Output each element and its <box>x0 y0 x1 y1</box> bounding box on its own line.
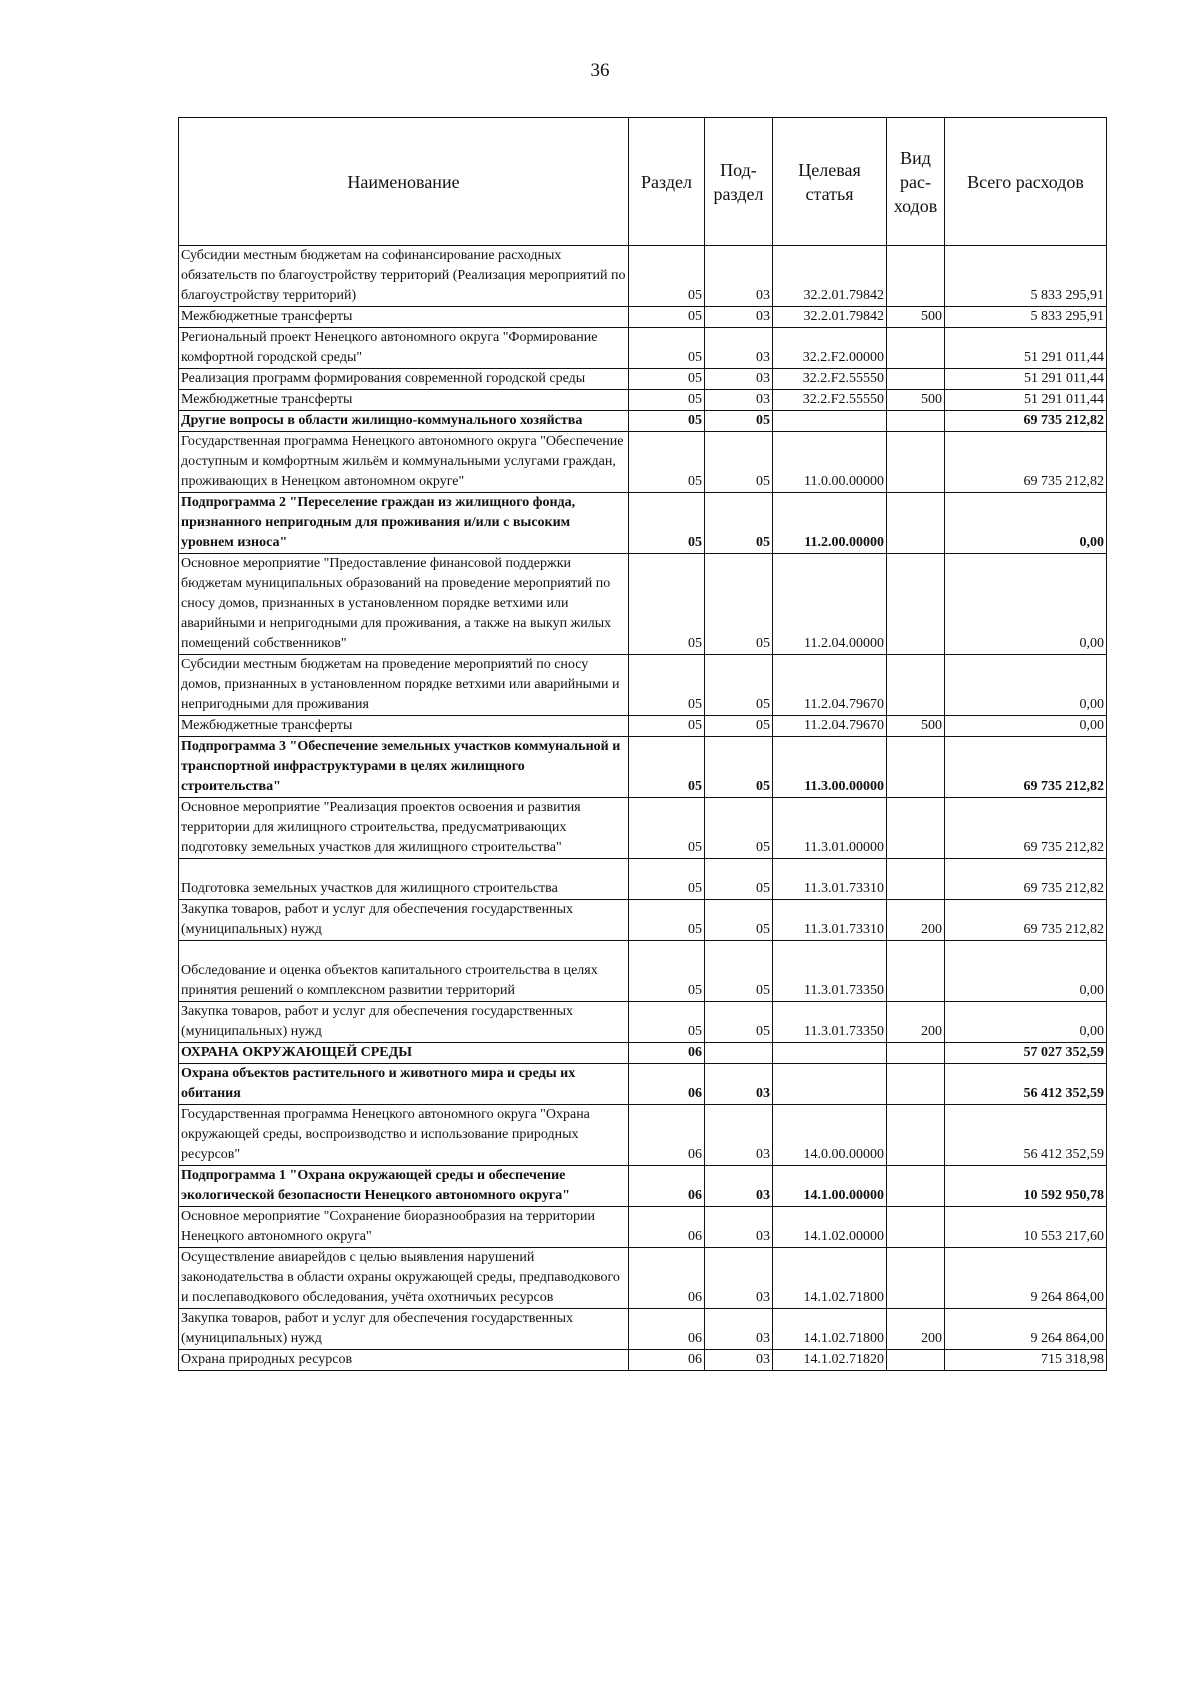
row-article: 14.1.02.71820 <box>773 1350 887 1371</box>
page-number: 36 <box>590 60 610 81</box>
row-expense-type: 500 <box>887 307 945 328</box>
row-article: 11.3.00.00000 <box>773 737 887 798</box>
table-row <box>179 1207 1107 1248</box>
row-section: 05 <box>629 411 705 432</box>
table-row <box>179 411 1107 432</box>
row-article: 11.2.04.79670 <box>773 716 887 737</box>
row-subsection: 03 <box>705 1105 773 1166</box>
row-section: 05 <box>629 1002 705 1043</box>
row-name: Межбюджетные трансферты <box>179 390 629 411</box>
row-article <box>773 1043 887 1064</box>
row-total: 51 291 011,44 <box>945 328 1107 369</box>
row-name: Государственная программа Ненецкого автономного округа "Охрана окружающей среды, воспроизводство и использование природных ресурсов" <box>179 1105 629 1166</box>
row-expense-type <box>887 328 945 369</box>
row-section: 05 <box>629 941 705 1002</box>
row-name: Субсидии местным бюджетам на проведение мероприятий по сносу домов, признанных в установленном порядке ветхими или аварийными и непригодными для проживания <box>179 655 629 716</box>
row-section: 06 <box>629 1166 705 1207</box>
row-expense-type <box>887 1166 945 1207</box>
row-subsection: 03 <box>705 1166 773 1207</box>
row-article: 14.1.00.00000 <box>773 1166 887 1207</box>
row-expense-type <box>887 798 945 859</box>
row-total: 5 833 295,91 <box>945 307 1107 328</box>
row-subsection: 05 <box>705 798 773 859</box>
row-article: 11.2.04.79670 <box>773 655 887 716</box>
row-expense-type <box>887 1207 945 1248</box>
row-subsection: 05 <box>705 1002 773 1043</box>
row-article: 14.1.02.71800 <box>773 1309 887 1350</box>
row-name: Подпрограмма 2 "Переселение граждан из жилищного фонда, признанного непригодным для проживания и/или с высоким уровнем износа" <box>179 493 629 554</box>
row-total: 0,00 <box>945 1002 1107 1043</box>
row-article: 32.2.01.79842 <box>773 307 887 328</box>
row-subsection <box>705 1043 773 1064</box>
row-total: 69 735 212,82 <box>945 798 1107 859</box>
row-total: 0,00 <box>945 655 1107 716</box>
row-expense-type <box>887 432 945 493</box>
table-row <box>179 1064 1107 1105</box>
header-row <box>179 118 1107 246</box>
row-name: Закупка товаров, работ и услуг для обеспечения государственных (муниципальных) нужд <box>179 900 629 941</box>
table-row <box>179 1166 1107 1207</box>
row-name: Основное мероприятие "Сохранение биоразнообразия на территории Ненецкого автономного округа" <box>179 1207 629 1248</box>
row-subsection: 05 <box>705 716 773 737</box>
row-total: 0,00 <box>945 941 1107 1002</box>
row-section: 05 <box>629 390 705 411</box>
row-subsection: 05 <box>705 432 773 493</box>
row-article: 32.2.F2.00000 <box>773 328 887 369</box>
table-row <box>179 1043 1107 1064</box>
table-row <box>179 737 1107 798</box>
row-expense-type <box>887 1105 945 1166</box>
row-article: 11.2.04.00000 <box>773 554 887 655</box>
row-subsection: 03 <box>705 328 773 369</box>
row-name: Охрана объектов растительного и животного мира и среды их обитания <box>179 1064 629 1105</box>
row-expense-type <box>887 554 945 655</box>
row-total: 5 833 295,91 <box>945 246 1107 307</box>
row-total: 715 318,98 <box>945 1350 1107 1371</box>
row-name: Подпрограмма 3 "Обеспечение земельных участков коммунальной и транспортной инфраструктурами в целях жилищного строительства" <box>179 737 629 798</box>
row-section: 06 <box>629 1043 705 1064</box>
row-name: Межбюджетные трансферты <box>179 716 629 737</box>
row-name: Региональный проект Ненецкого автономного округа "Формирование комфортной городской среды" <box>179 328 629 369</box>
row-subsection: 05 <box>705 941 773 1002</box>
row-article: 14.0.00.00000 <box>773 1105 887 1166</box>
row-name: Другие вопросы в области жилищно-коммунального хозяйства <box>179 411 629 432</box>
budget-table <box>178 117 1107 1371</box>
row-total: 10 553 217,60 <box>945 1207 1107 1248</box>
row-name: Субсидии местным бюджетам на софинансирование расходных обязательств по благоустройству территорий (Реализация мероприятий по благоустройству территорий) <box>179 246 629 307</box>
row-expense-type <box>887 859 945 900</box>
row-subsection: 03 <box>705 1207 773 1248</box>
row-subsection: 05 <box>705 493 773 554</box>
table-row <box>179 369 1107 390</box>
row-section: 06 <box>629 1309 705 1350</box>
table-row <box>179 716 1107 737</box>
table-row <box>179 941 1107 1002</box>
row-section: 05 <box>629 655 705 716</box>
row-section: 05 <box>629 737 705 798</box>
row-section: 06 <box>629 1207 705 1248</box>
row-article: 11.3.01.73310 <box>773 900 887 941</box>
row-section: 05 <box>629 716 705 737</box>
row-subsection: 05 <box>705 411 773 432</box>
row-total: 10 592 950,78 <box>945 1166 1107 1207</box>
row-total: 56 412 352,59 <box>945 1064 1107 1105</box>
row-total: 69 735 212,82 <box>945 411 1107 432</box>
row-total: 51 291 011,44 <box>945 369 1107 390</box>
row-section: 05 <box>629 369 705 390</box>
row-expense-type: 200 <box>887 1309 945 1350</box>
row-expense-type <box>887 941 945 1002</box>
row-expense-type: 500 <box>887 716 945 737</box>
row-expense-type <box>887 1043 945 1064</box>
row-total: 57 027 352,59 <box>945 1043 1107 1064</box>
row-expense-type <box>887 493 945 554</box>
row-name: Закупка товаров, работ и услуг для обеспечения государственных (муниципальных) нужд <box>179 1002 629 1043</box>
row-expense-type <box>887 1350 945 1371</box>
row-name: Государственная программа Ненецкого автономного округа "Обеспечение доступным и комфортным жильём и коммунальными услугами граждан, проживающих в Ненецком автономном округе" <box>179 432 629 493</box>
row-section: 05 <box>629 798 705 859</box>
header-section: Раздел <box>629 118 705 246</box>
row-expense-type: 500 <box>887 390 945 411</box>
row-section: 05 <box>629 432 705 493</box>
row-name: Межбюджетные трансферты <box>179 307 629 328</box>
row-expense-type: 200 <box>887 900 945 941</box>
row-name: Основное мероприятие "Предоставление финансовой поддержки бюджетам муниципальных образований на проведение мероприятий по сносу домов, признанных в установленном порядке ветхими или аварийными и непригодными для проживания, а также на выкуп жилых помещений собственников" <box>179 554 629 655</box>
header-article: Целевая статья <box>773 118 887 246</box>
row-total: 9 264 864,00 <box>945 1248 1107 1309</box>
row-subsection: 03 <box>705 1309 773 1350</box>
table-row <box>179 432 1107 493</box>
row-section: 06 <box>629 1248 705 1309</box>
row-total: 69 735 212,82 <box>945 737 1107 798</box>
row-article: 11.3.01.00000 <box>773 798 887 859</box>
table-row <box>179 554 1107 655</box>
row-name: Реализация программ формирования современной городской среды <box>179 369 629 390</box>
row-section: 05 <box>629 554 705 655</box>
row-article: 11.3.01.73310 <box>773 859 887 900</box>
row-name: Подготовка земельных участков для жилищного строительства <box>179 859 629 900</box>
row-article: 11.0.00.00000 <box>773 432 887 493</box>
row-article: 11.3.01.73350 <box>773 941 887 1002</box>
row-total: 56 412 352,59 <box>945 1105 1107 1166</box>
table-row <box>179 1105 1107 1166</box>
row-total: 9 264 864,00 <box>945 1309 1107 1350</box>
table-row <box>179 328 1107 369</box>
table-body <box>179 246 1107 1371</box>
table-row <box>179 390 1107 411</box>
row-section: 05 <box>629 246 705 307</box>
table-row <box>179 1248 1107 1309</box>
row-expense-type <box>887 1064 945 1105</box>
row-section: 05 <box>629 493 705 554</box>
row-subsection: 03 <box>705 390 773 411</box>
row-section: 06 <box>629 1064 705 1105</box>
row-total: 69 735 212,82 <box>945 432 1107 493</box>
row-subsection: 05 <box>705 554 773 655</box>
row-section: 06 <box>629 1350 705 1371</box>
table-row <box>179 493 1107 554</box>
row-expense-type <box>887 655 945 716</box>
row-section: 05 <box>629 307 705 328</box>
table-row <box>179 1350 1107 1371</box>
row-article <box>773 1064 887 1105</box>
row-total: 0,00 <box>945 554 1107 655</box>
row-article: 32.2.F2.55550 <box>773 390 887 411</box>
row-total: 0,00 <box>945 493 1107 554</box>
row-subsection: 03 <box>705 307 773 328</box>
table-row <box>179 1309 1107 1350</box>
row-article: 32.2.01.79842 <box>773 246 887 307</box>
table-row <box>179 1002 1107 1043</box>
header-subsection: Под-раздел <box>705 118 773 246</box>
row-name: Подпрограмма 1 "Охрана окружающей среды и обеспечение экологической безопасности Ненецкого автономного округа" <box>179 1166 629 1207</box>
row-section: 05 <box>629 900 705 941</box>
row-article: 11.2.00.00000 <box>773 493 887 554</box>
row-name: Основное мероприятие "Реализация проектов освоения и развития территории для жилищного строительства, предусматривающих подготовку земельных участков для жилищного строительства" <box>179 798 629 859</box>
row-expense-type <box>887 737 945 798</box>
row-subsection: 03 <box>705 1064 773 1105</box>
row-article <box>773 411 887 432</box>
header-name: Наименование <box>179 118 629 246</box>
row-total: 69 735 212,82 <box>945 859 1107 900</box>
row-subsection: 05 <box>705 900 773 941</box>
row-expense-type <box>887 1248 945 1309</box>
row-article: 11.3.01.73350 <box>773 1002 887 1043</box>
row-expense-type <box>887 369 945 390</box>
row-total: 0,00 <box>945 716 1107 737</box>
row-section: 05 <box>629 859 705 900</box>
row-expense-type: 200 <box>887 1002 945 1043</box>
row-article: 14.1.02.00000 <box>773 1207 887 1248</box>
table-row <box>179 246 1107 307</box>
row-name: Осуществление авиарейдов с целью выявления нарушений законодательства в области охраны окружающей среды, предпаводкового и послепаводкового обследования, учёта охотничьих ресурсов <box>179 1248 629 1309</box>
row-name: Охрана природных ресурсов <box>179 1350 629 1371</box>
row-subsection: 03 <box>705 1350 773 1371</box>
row-total: 51 291 011,44 <box>945 390 1107 411</box>
row-name: Закупка товаров, работ и услуг для обеспечения государственных (муниципальных) нужд <box>179 1309 629 1350</box>
row-subsection: 03 <box>705 369 773 390</box>
table-row <box>179 655 1107 716</box>
header-total: Всего расходов <box>945 118 1107 246</box>
table-row <box>179 798 1107 859</box>
header-expense-type: Вид рас-ходов <box>887 118 945 246</box>
row-expense-type <box>887 246 945 307</box>
row-total: 69 735 212,82 <box>945 900 1107 941</box>
row-subsection: 05 <box>705 737 773 798</box>
row-subsection: 05 <box>705 655 773 716</box>
table-row <box>179 307 1107 328</box>
table-row <box>179 900 1107 941</box>
row-subsection: 05 <box>705 859 773 900</box>
row-subsection: 03 <box>705 246 773 307</box>
row-expense-type <box>887 411 945 432</box>
row-name: Обследование и оценка объектов капитального строительства в целях принятия решений о комплексном развитии территорий <box>179 941 629 1002</box>
table-row <box>179 859 1107 900</box>
row-section: 05 <box>629 328 705 369</box>
row-article: 32.2.F2.55550 <box>773 369 887 390</box>
row-article: 14.1.02.71800 <box>773 1248 887 1309</box>
row-name: ОХРАНА ОКРУЖАЮЩЕЙ СРЕДЫ <box>179 1043 629 1064</box>
row-subsection: 03 <box>705 1248 773 1309</box>
row-section: 06 <box>629 1105 705 1166</box>
